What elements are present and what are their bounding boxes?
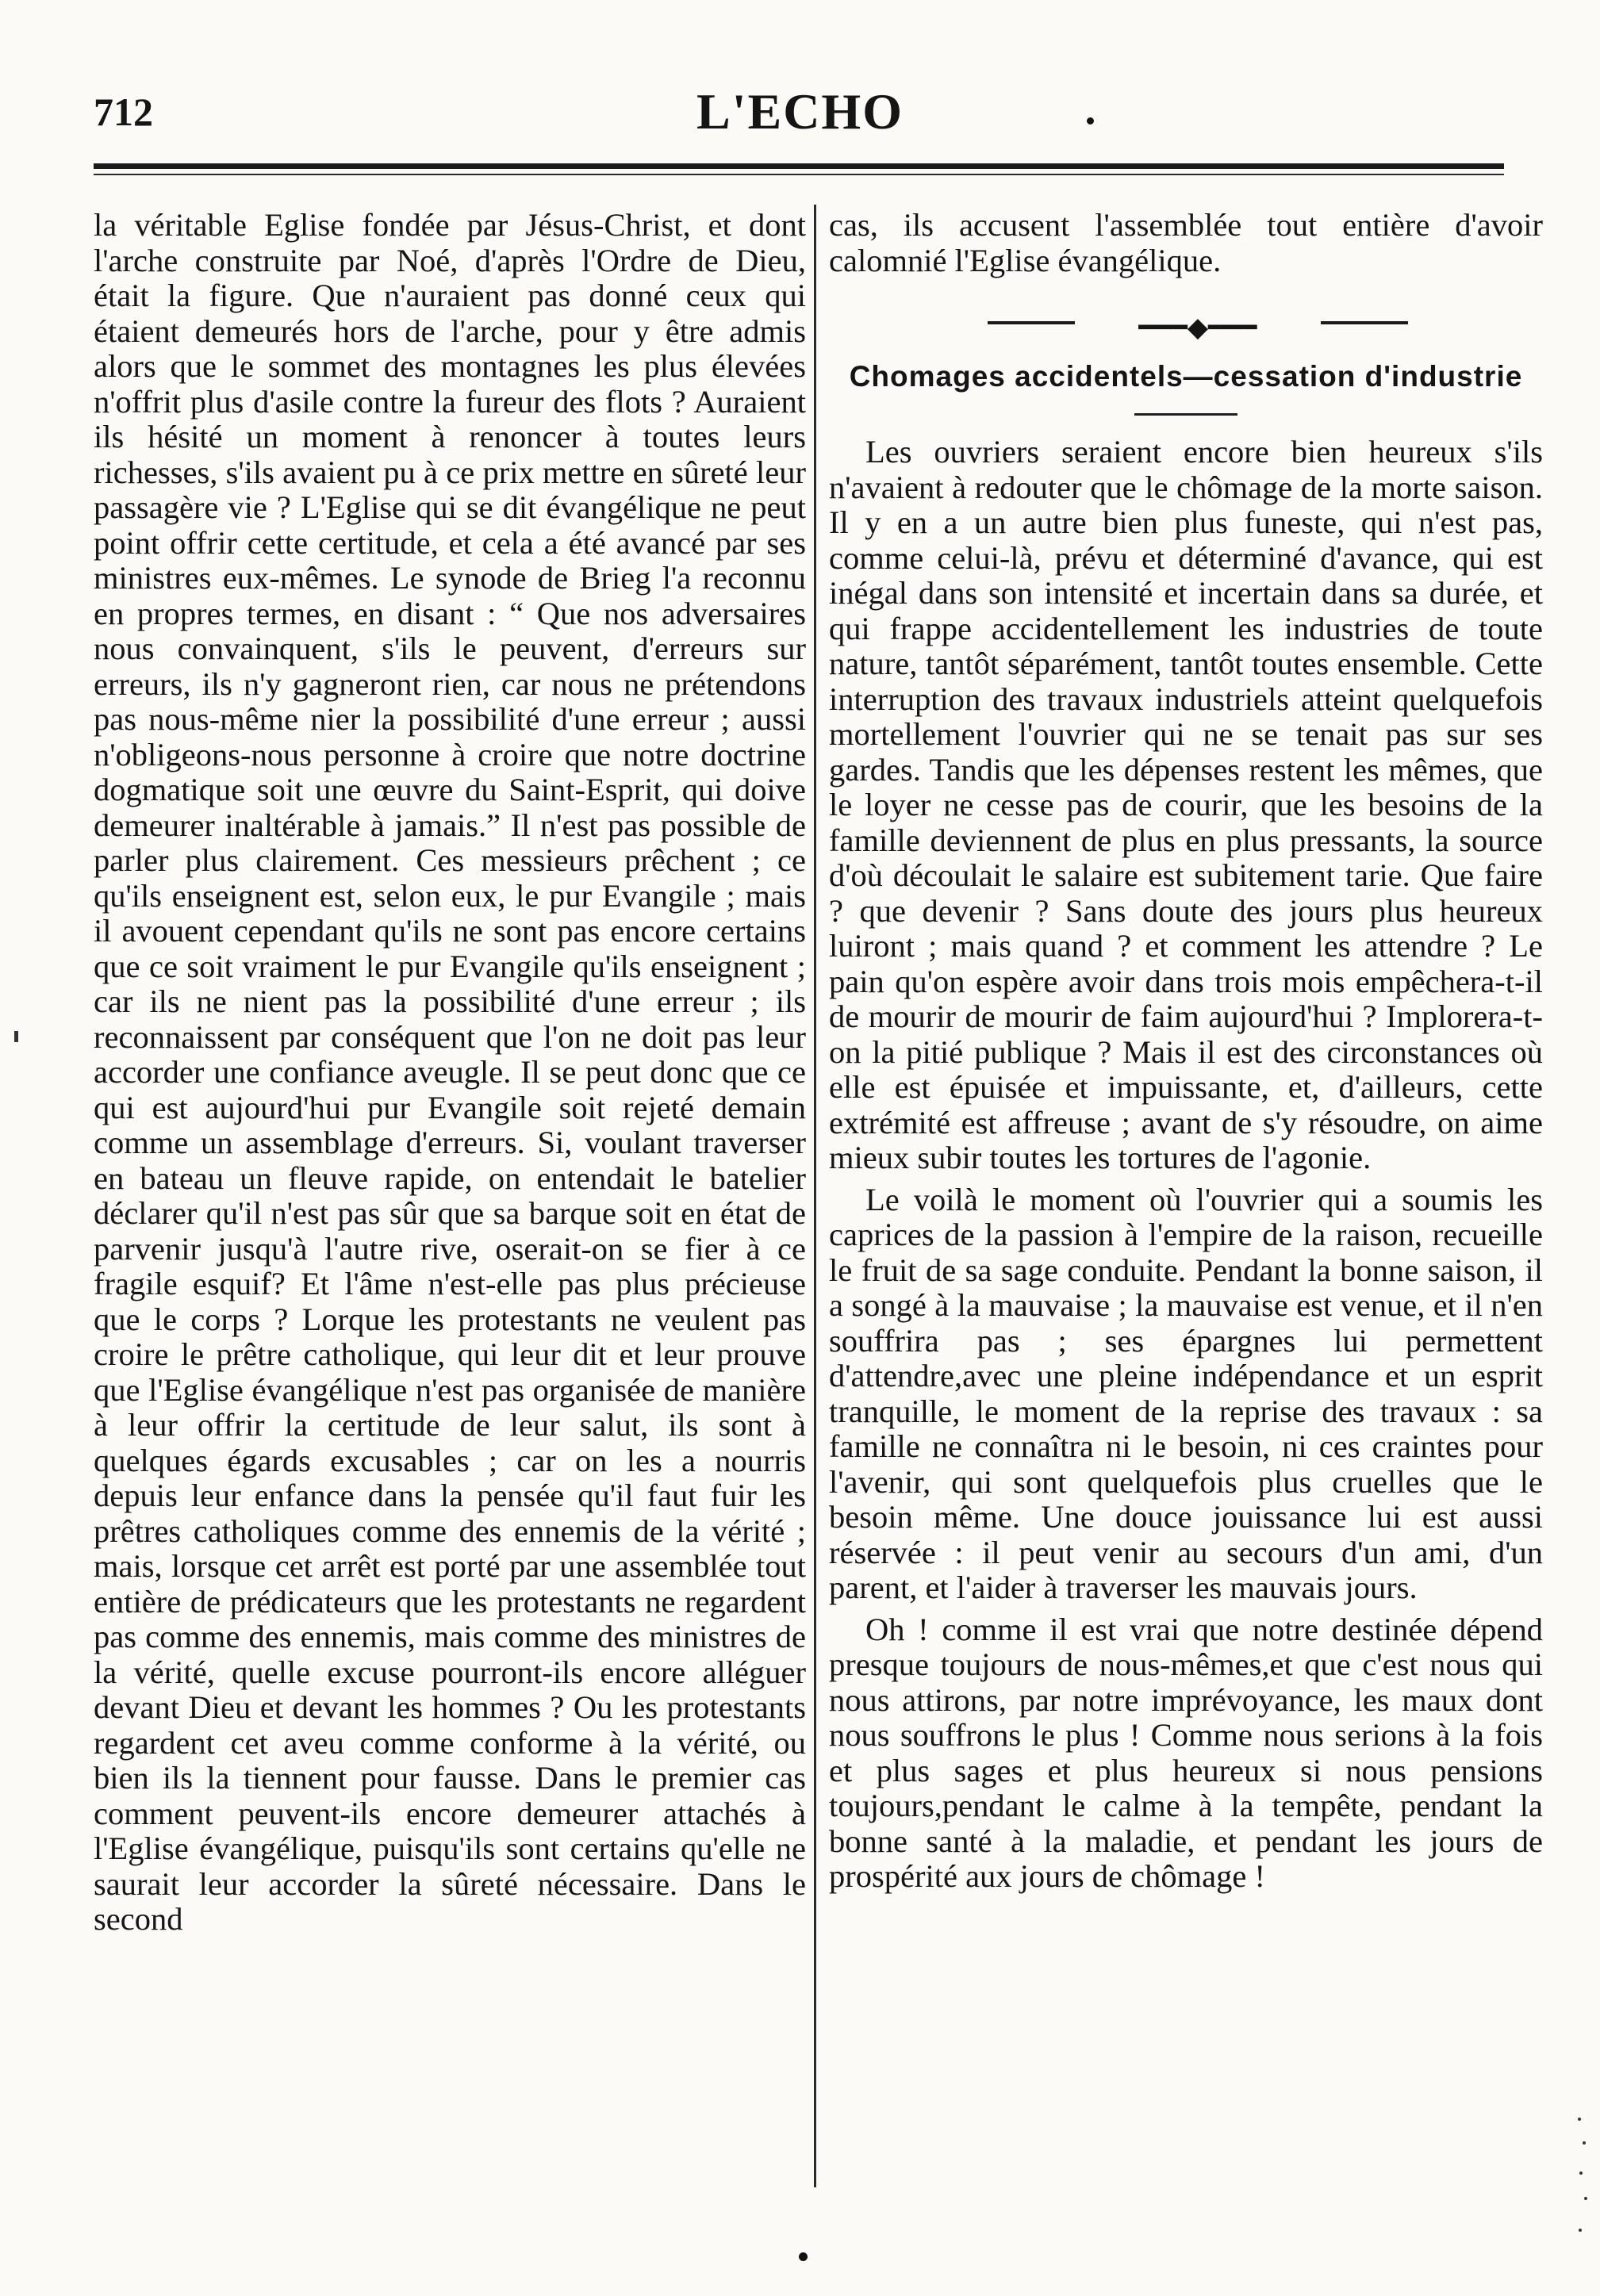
page-header xyxy=(0,0,1600,167)
article-paragraph: Le voilà le moment où l'ouvrier qui a soumis les caprices de la passion à l'empire de la raison, recueille le fruit de sa sage conduite. Pendant la bonne saison, il a songé à la mauvaise ; la mauvaise est venue, et il n'en souffrira pas ; ses épargnes lui permettent d'attendre,avec une pleine indépendance et un esprit tranquille, le moment de la reprise des travaux : sa famille ne connaîtra ni le besoin, ni ces craintes pour l'avenir, qui sont quelquefois plus cruelles que le besoin même. Une douce jouissance lui est aussi réservée : il peut venir au secours d'un ami, d'un parent, et l'aider à traverser les mauvais jours. xyxy=(829,1181,1543,1605)
section-ornament xyxy=(829,307,1543,343)
continued-paragraph: cas, ils accusent l'assemblée tout entière d'avoir calomnié l'Eglise évangélique. xyxy=(829,207,1543,278)
ornament-line-left xyxy=(988,321,1075,324)
heading-rule xyxy=(1134,413,1237,416)
journal-title: L'ECHO xyxy=(696,83,904,140)
header-dot-ornament xyxy=(1087,117,1094,125)
column-divider xyxy=(814,205,816,2187)
ornament-flourish: ━━━◆━━━ xyxy=(1138,312,1257,343)
article-paragraph: Les ouvriers seraient encore bien heureux s'ils n'avaient à redouter que le chômage de la morte saison. Il y en a un autre bien plus funeste, qui n'est pas, comme celui-là, prévu et déterminé d'avance, qui est inégal dans son intensité et incertain dans sa durée, et qui frappe accidentellement les industries de toute nature, tantôt séparément, tantôt toutes ensemble. Cette interruption des travaux industriels atteint quelquefois mortellement l'ouvrier qui ne se tenait pas sur ses gardes. Tandis que les dépenses restent les mêmes, que le loyer ne cesse pas de courir, que les besoins de la famille deviennent de plus en plus pressants, la source d'où découlait le salaire est subitement tarie. Que faire ? que devenir ? Sans doute des jours plus heureux luiront ; mais quand ? et comment les attendre ? Le pain qu'on espère avoir dans trois mois empêchera-t-il de mourir de mourir de faim aujourd'hui ? Implorera-t-on la pitié publique ? Mais il est des circonstances où elle est épuisée et impuissante, et, d'ailleurs, cette extrémité est affreuse ; avant de s'y résoudre, on aime mieux subir toutes les tortures de l'agonie. xyxy=(829,434,1543,1175)
article-paragraph: Oh ! comme il est vrai que notre destinée dépend presque toujours de nous-mêmes,et que c'est nous qui nous attirons, par notre imprévoyance, les maux dont nous souffrons le plus ! Comme nous serions à la fois et plus sages et plus heureux si nous pensions toujours,pendant le calme à la tempête, pendant la bonne santé à la maladie, et pendant les jours de prospérité aux jours de chômage ! xyxy=(829,1611,1543,1894)
footer-dot-ornament xyxy=(799,2252,808,2261)
right-column xyxy=(829,208,1543,1895)
header-rule-thick xyxy=(94,163,1504,169)
header-rule-thin xyxy=(94,174,1504,175)
page-number: 712 xyxy=(94,90,153,134)
margin-specks xyxy=(1575,2110,1590,2252)
margin-speck xyxy=(14,1031,18,1042)
left-column-text: la véritable Eglise fondée par Jésus-Christ, et dont l'arche construite par Noé, d'après l'Ordre de Dieu, était la figure. Que n'auraient pas donné ceux qui étaient demeurés hors de l'arche, pour y être admis alors que le sommet des montagnes les plus élevées n'offrit plus d'asile contre la fureur des flots ? Auraient ils hésité un moment à renoncer à toutes leurs richesses, s'ils avaient pu à ce prix mettre en sûreté leur passagère vie ? L'Eglise qui se dit évangélique ne peut point offrir cette certitude, et cela a été avancé par ses ministres eux-mêmes. Le synode de Brieg l'a reconnu en propres termes, en disant : “ Que nos adversaires nous convainquent, s'ils le peuvent, d'erreurs sur erreurs, ils n'y gagneront rien, car nous ne prétendons pas nous-même nier la possibilité d'une erreur ; aussi n'obligeons-nous personne à croire que notre doctrine dogmatique soit une œuvre du Saint-Esprit, qui doive demeurer inaltérable à jamais.” Il n'est pas possible de parler plus clairement. Ces messieurs prêchent ; ce qu'ils enseignent est, selon eux, le pur Evangile ; mais il avouent cependant qu'ils ne sont pas encore certains que ce soit vraiment le pur Evangile qu'ils enseignent ; car ils ne nient pas la possibilité d'une erreur ; ils reconnaissent par conséquent que l'on ne doit pas leur accorder une confiance aveugle. Il se peut donc que ce qui est aujourd'hui pur Evangile soit rejeté demain comme un assemblage d'erreurs. Si, voulant traverser en bateau un fleuve rapide, on entendait le batelier déclarer qu'il n'est pas sûr que sa barque soit en état de parvenir jusqu'à l'autre rive, oserait-on se fier à ce fragile esquif? Et l'âme n'est-elle pas plus précieuse que le corps ? Lorque les protestants ne veulent pas croire le prêtre catholique, qui leur dit et leur prouve que l'Eglise évangélique n'est pas organisée de manière à leur offrir la certitude de leur salut, ils sont à quelques égards excusables ; car on les a nourris depuis leur enfance dans la pensée qu'il faut fuir les prêtres catholiques comme des ennemis de la vérité ; mais, lorsque cet arrêt est porté par une assemblée tout entière de prédicateurs que les protestants ne regardent pas comme des ennemis, mais comme des ministres de la vérité, quelle excuse pourront-ils encore alléguer devant Dieu et devant les hommes ? Ou les protestants regardent cet aveu comme conforme à la vérité, ou bien ils la tiennent pour fausse. Dans le premier cas comment peuvent-ils encore demeurer attachés à l'Eglise évangélique, puisqu'ils sont certains qu'elle ne saurait leur accorder la sûreté nécessaire. Dans le second xyxy=(94,207,806,1937)
ornament-line-right xyxy=(1321,321,1408,324)
section-heading: Chomages accidentels—cessation d'industrie xyxy=(849,360,1523,393)
left-column xyxy=(94,208,806,1938)
